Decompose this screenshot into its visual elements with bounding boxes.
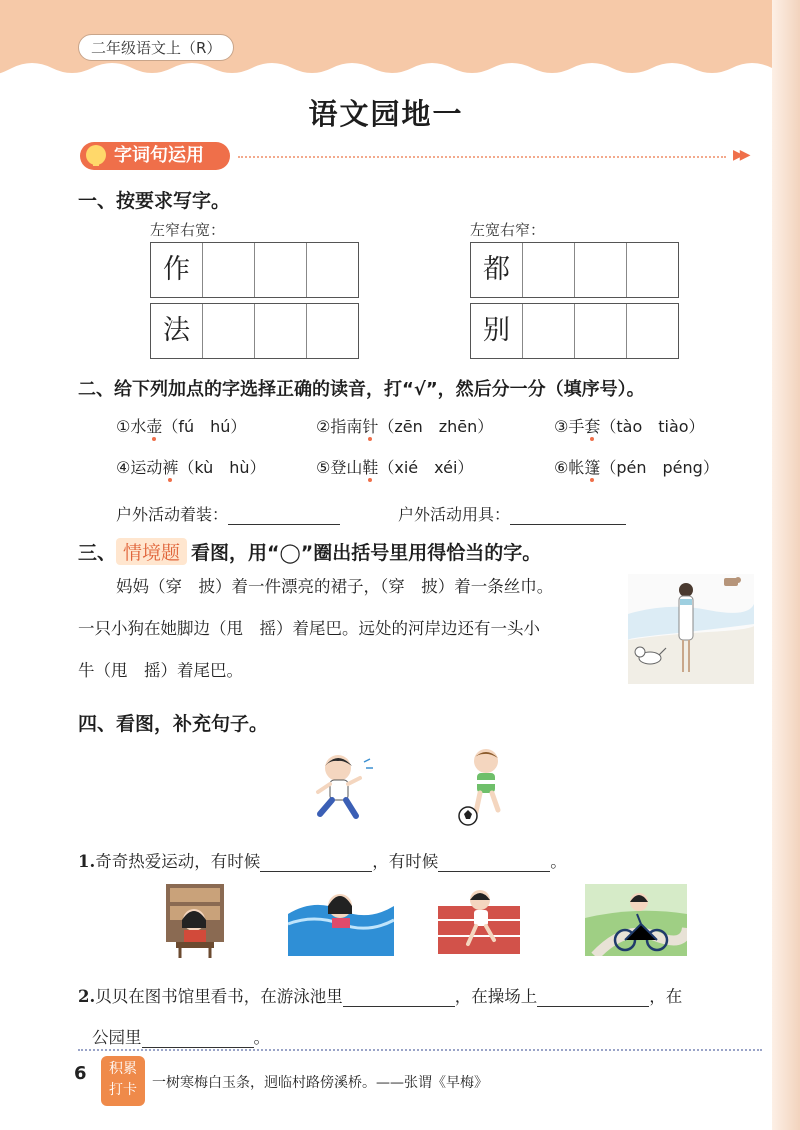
running-girl-illustration: [438, 886, 520, 954]
page-title: 语文园地一: [308, 97, 464, 131]
q3-line-2: 一只小狗在她脚边（甩 摇）着尾巴。远处的河岸边还有一头小: [78, 619, 540, 638]
running-boy-illustration: [312, 752, 378, 824]
sentence-text: ，有时候: [372, 852, 439, 871]
answer-blank[interactable]: [438, 853, 550, 872]
dotted-char: 篷: [584, 458, 601, 477]
writing-cell[interactable]: [627, 304, 678, 358]
pinyin-item[interactable]: [554, 455, 719, 478]
swimming-girl-illustration: [288, 884, 394, 956]
writing-cell[interactable]: [627, 243, 678, 297]
sentence-number: 2.: [78, 987, 96, 1006]
section-label: 字词句运用: [114, 145, 204, 166]
footer-quote: 一树寒梅白玉条，迥临村路傍溪桥。——张谓《早梅》: [152, 1075, 488, 1091]
accumulate-card: [101, 1056, 145, 1106]
item-number: ⑥: [554, 458, 569, 477]
pinyin-options: （zēn zhēn）: [378, 417, 494, 436]
q1-left-label: 左窄右宽：: [150, 221, 226, 239]
context-tag: 情境题: [116, 538, 187, 565]
pinyin-options: （kù hù）: [178, 458, 266, 477]
q3-line-3: 牛（甩 摇）着尾巴。: [78, 661, 243, 680]
card-line: 打卡: [109, 1082, 137, 1098]
model-char: 作: [151, 243, 203, 297]
writing-grid-2: [150, 303, 359, 359]
double-arrow-icon: ▶▶: [733, 147, 747, 163]
sentence-text: 。: [253, 1028, 270, 1047]
section-tag: [80, 142, 230, 170]
item-text: 运动: [130, 458, 163, 477]
page-number: 6: [74, 1063, 87, 1084]
answer-blank[interactable]: [228, 506, 340, 525]
item-text: 水: [130, 417, 147, 436]
sentence-text: 。: [550, 852, 567, 871]
item-text: 帐: [568, 458, 585, 477]
item-text: 登山: [330, 458, 363, 477]
writing-cell[interactable]: [523, 304, 575, 358]
sentence-2: [78, 983, 682, 1007]
writing-cell[interactable]: [255, 243, 307, 297]
pinyin-item[interactable]: [554, 414, 705, 437]
model-char: 都: [471, 243, 523, 297]
sentence-text: 公园里: [92, 1028, 142, 1047]
item-number: ⑤: [316, 458, 331, 477]
pinyin-item[interactable]: [116, 455, 266, 478]
bulb-icon: [86, 145, 106, 165]
item-number: ③: [554, 417, 569, 436]
answer-blank[interactable]: [537, 988, 649, 1007]
item-number: ④: [116, 458, 131, 477]
item-number: ②: [316, 417, 331, 436]
writing-cell[interactable]: [307, 304, 358, 358]
model-char: 别: [471, 304, 523, 358]
sentence-text: 贝贝在图书馆里看书，在游泳池里: [95, 987, 343, 1006]
q1-title: 一、按要求写字。: [78, 190, 231, 212]
pinyin-item[interactable]: [316, 414, 493, 437]
pinyin-item[interactable]: [116, 414, 246, 437]
sentence-text: ，在: [649, 987, 683, 1006]
pinyin-item[interactable]: [316, 455, 473, 478]
reading-girl-illustration: [166, 884, 224, 958]
football-boy-illustration: [456, 746, 518, 828]
item-text: 指南: [330, 417, 363, 436]
mother-dog-illustration: [628, 574, 754, 684]
writing-cell[interactable]: [575, 304, 627, 358]
pinyin-options: （pén péng）: [600, 458, 719, 477]
sentence-2-cont: [92, 1024, 270, 1048]
pinyin-options: （tào tiào）: [600, 417, 705, 436]
q3-title: [78, 538, 541, 565]
q1-right-label: 左宽右窄：: [470, 221, 546, 239]
writing-grid-4: [470, 303, 679, 359]
writing-cell[interactable]: [203, 243, 255, 297]
pinyin-options: （fú hú）: [162, 417, 247, 436]
category-clothing: [116, 502, 340, 525]
sentence-text: 奇奇热爱运动，有时候: [95, 852, 261, 871]
answer-blank[interactable]: [343, 988, 455, 1007]
item-number: ①: [116, 417, 131, 436]
section-divider: [238, 156, 726, 158]
q4-title: 四、看图，补充句子。: [78, 713, 269, 735]
writing-grid-3: [470, 242, 679, 298]
pinyin-options: （xié xéi）: [378, 458, 474, 477]
q3-number: 三、: [78, 542, 117, 564]
grade-tag: 二年级语文上（R）: [78, 34, 234, 61]
sentence-text: ，在操场上: [454, 987, 538, 1006]
writing-grid-1: [150, 242, 359, 298]
q3-instruction: 看图，用“◯”圈出括号里用得恰当的字。: [191, 542, 542, 564]
card-line: 积累: [109, 1061, 137, 1077]
dotted-char: 套: [584, 417, 601, 436]
sentence-1: [78, 848, 567, 872]
writing-cell[interactable]: [203, 304, 255, 358]
answer-blank[interactable]: [510, 506, 626, 525]
writing-cell[interactable]: [575, 243, 627, 297]
dotted-char: 裤: [162, 458, 179, 477]
writing-cell[interactable]: [523, 243, 575, 297]
answer-blank[interactable]: [260, 853, 372, 872]
category-gear: [398, 502, 626, 525]
writing-cell[interactable]: [307, 243, 358, 297]
category-label: 户外活动着装：: [116, 505, 229, 524]
dotted-char: 针: [362, 417, 379, 436]
page-edge: [772, 0, 800, 1130]
category-label: 户外活动用具：: [398, 505, 511, 524]
cycling-girl-illustration: [585, 884, 687, 956]
dotted-char: 鞋: [362, 458, 379, 477]
q3-line-1: 妈妈（穿 披）着一件漂亮的裙子，（穿 披）着一条丝巾。: [116, 577, 554, 596]
q2-title: 二、给下列加点的字选择正确的读音，打“√”，然后分一分（填序号）。: [78, 379, 645, 400]
writing-cell[interactable]: [255, 304, 307, 358]
item-text: 手: [568, 417, 585, 436]
answer-blank[interactable]: [142, 1029, 254, 1048]
footer-divider: [78, 1049, 762, 1051]
model-char: 法: [151, 304, 203, 358]
sentence-number: 1.: [78, 852, 96, 871]
dotted-char: 壶: [146, 417, 163, 436]
